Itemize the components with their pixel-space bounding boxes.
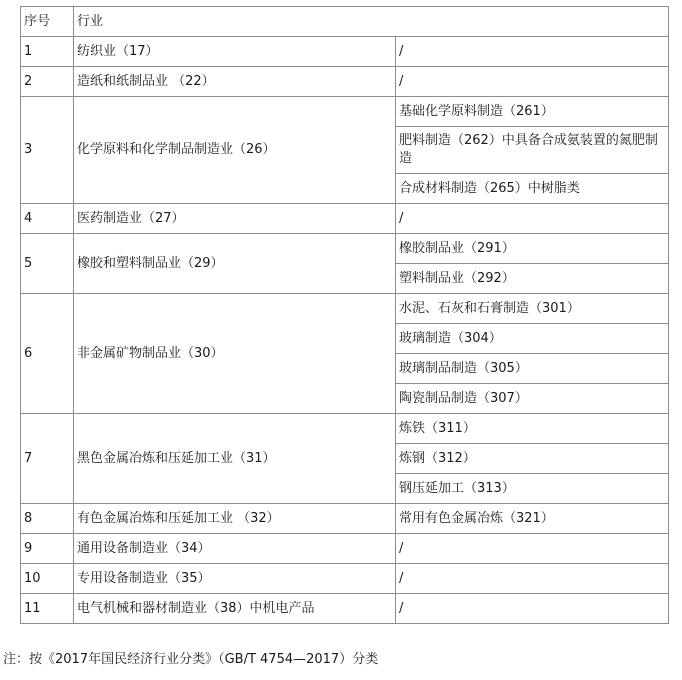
- row-sub-category: 钢压延加工（313）: [396, 474, 669, 504]
- row-sub-category: 炼铁（311）: [396, 414, 669, 444]
- footnote: 注：按《2017年国民经济行业分类》（GB/T 4754—2017）分类: [3, 652, 379, 667]
- table-row: [21, 594, 669, 624]
- row-serial-number: 4: [21, 204, 74, 234]
- row-industry: 医药制造业（27）: [74, 204, 396, 234]
- row-industry: 化学原料和化学制品制造业（26）: [74, 97, 396, 204]
- header-industry: 行业: [74, 7, 669, 37]
- row-sub-category: 玻璃制造（304）: [396, 324, 669, 354]
- table-row: [21, 234, 669, 264]
- row-serial-number: 6: [21, 294, 74, 414]
- row-industry: 造纸和纸制品业 （22）: [74, 67, 396, 97]
- table-row: [21, 67, 669, 97]
- table-row: [21, 204, 669, 234]
- table-row: [21, 534, 669, 564]
- table-row: [21, 97, 669, 127]
- table-header-row: [21, 7, 669, 37]
- row-industry: 橡胶和塑料制品业（29）: [74, 234, 396, 294]
- row-sub-category: /: [396, 204, 669, 234]
- row-sub-category: 炼钢（312）: [396, 444, 669, 474]
- row-serial-number: 8: [21, 504, 74, 534]
- row-sub-category: 塑料制品业（292）: [396, 264, 669, 294]
- table-row: [21, 564, 669, 594]
- row-sub-category: 水泥、石灰和石膏制造（301）: [396, 294, 669, 324]
- table-row: [21, 414, 669, 444]
- row-sub-category: /: [396, 534, 669, 564]
- row-industry: 非金属矿物制品业（30）: [74, 294, 396, 414]
- row-sub-category: /: [396, 594, 669, 624]
- row-serial-number: 7: [21, 414, 74, 504]
- row-sub-category: 常用有色金属冶炼（321）: [396, 504, 669, 534]
- row-industry: 电气机械和器材制造业（38）中机电产品: [74, 594, 396, 624]
- table-row: [21, 504, 669, 534]
- row-serial-number: 2: [21, 67, 74, 97]
- table-row: [21, 37, 669, 67]
- table-row: [21, 294, 669, 324]
- header-serial-number: 序号: [21, 7, 74, 37]
- row-sub-category: /: [396, 564, 669, 594]
- row-sub-category: 橡胶制品业（291）: [396, 234, 669, 264]
- row-industry: 纺织业（17）: [74, 37, 396, 67]
- row-industry: 有色金属冶炼和压延加工业 （32）: [74, 504, 396, 534]
- row-industry: 专用设备制造业（35）: [74, 564, 396, 594]
- industry-table: [20, 6, 669, 624]
- row-industry: 通用设备制造业（34）: [74, 534, 396, 564]
- row-sub-category: 肥料制造（262）中具备合成氨装置的氮肥制造: [396, 127, 669, 174]
- row-serial-number: 9: [21, 534, 74, 564]
- row-serial-number: 1: [21, 37, 74, 67]
- row-serial-number: 11: [21, 594, 74, 624]
- row-sub-category: 合成材料制造（265）中树脂类: [396, 174, 669, 204]
- row-sub-category: /: [396, 37, 669, 67]
- row-industry: 黑色金属冶炼和压延加工业（31）: [74, 414, 396, 504]
- row-sub-category: /: [396, 67, 669, 97]
- row-sub-category: 陶瓷制品制造（307）: [396, 384, 669, 414]
- row-sub-category: 玻璃制品制造（305）: [396, 354, 669, 384]
- row-serial-number: 10: [21, 564, 74, 594]
- row-serial-number: 5: [21, 234, 74, 294]
- row-serial-number: 3: [21, 97, 74, 204]
- row-sub-category: 基础化学原料制造（261）: [396, 97, 669, 127]
